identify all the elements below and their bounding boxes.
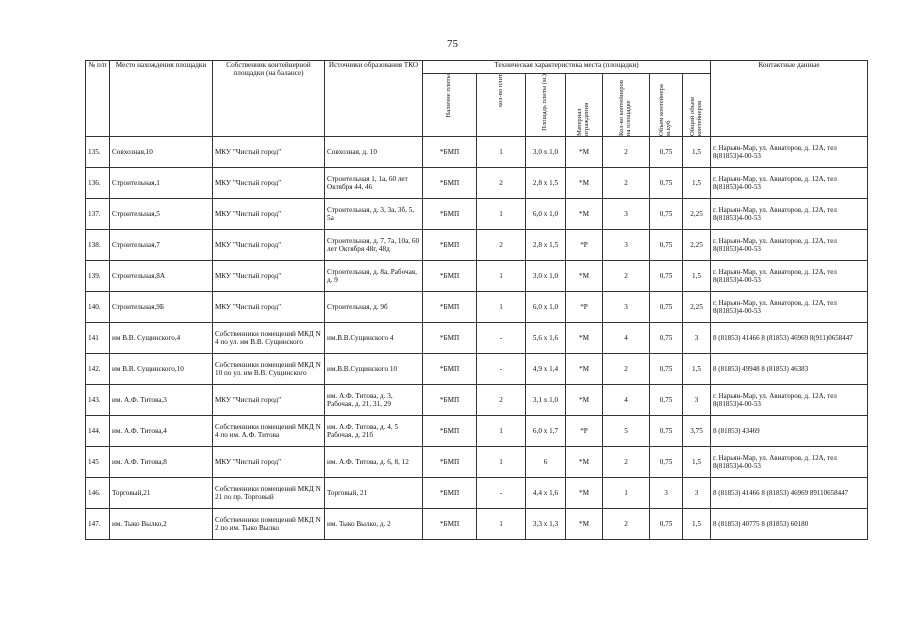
row-location: им. Тыко Вылко,2 bbox=[110, 509, 213, 540]
row-number: 145 bbox=[86, 447, 110, 478]
row-plate: *БМП bbox=[423, 199, 477, 230]
row-number: 143. bbox=[86, 385, 110, 416]
row-total-volume: 2,25 bbox=[683, 292, 711, 323]
row-contacts: 8 (81853) 40775 8 (81853) 60180 bbox=[711, 509, 868, 540]
row-plate-area: 4,9 х 1,4 bbox=[526, 354, 566, 385]
row-number: 136. bbox=[86, 168, 110, 199]
row-owner: Собственники помещений МКД N 21 по пр. Торговый bbox=[213, 478, 325, 509]
row-fence-material: *М bbox=[566, 509, 603, 540]
row-number: 142. bbox=[86, 354, 110, 385]
row-number: 139. bbox=[86, 261, 110, 292]
row-total-volume: 1,5 bbox=[683, 447, 711, 478]
header-plate-area: Площадь плиты (м.) bbox=[541, 74, 549, 131]
row-number: 135. bbox=[86, 137, 110, 168]
row-contacts: г. Нарьян-Мар, ул. Авиаторов, д. 12А, тел 8(81853)4-00-53 bbox=[711, 385, 868, 416]
row-contacts: г. Нарьян-Мар, ул. Авиаторов, д. 12А, тел 8(81853)4-00-53 bbox=[711, 137, 868, 168]
row-location: Строительная,8А bbox=[110, 261, 213, 292]
row-plate: *БМП bbox=[423, 509, 477, 540]
row-location: им. А.Ф. Титова,3 bbox=[110, 385, 213, 416]
row-total-volume: 3 bbox=[683, 478, 711, 509]
row-contacts: г. Нарьян-Мар, ул. Авиаторов, д. 12А, тел 8(81853)4-00-53 bbox=[711, 199, 868, 230]
row-plate-area: 6,0 х 1,0 bbox=[526, 292, 566, 323]
row-source: им.В.В.Сущинского 4 bbox=[325, 323, 423, 354]
row-plate-area: 3,1 х 1,0 bbox=[526, 385, 566, 416]
row-container-volume: 0,75 bbox=[650, 447, 683, 478]
row-plate-count: 1 bbox=[477, 509, 526, 540]
row-plate-count: 2 bbox=[477, 168, 526, 199]
table-row bbox=[86, 447, 868, 478]
row-plate-area: 5,6 х 1,6 bbox=[526, 323, 566, 354]
row-container-count: 5 bbox=[603, 416, 650, 447]
row-owner: МКУ "Чистый город" bbox=[213, 137, 325, 168]
row-total-volume: 3 bbox=[683, 323, 711, 354]
row-container-volume: 3 bbox=[650, 478, 683, 509]
row-plate-area: 4,4 х 1,6 bbox=[526, 478, 566, 509]
row-fence-material: *М bbox=[566, 354, 603, 385]
row-plate-count: - bbox=[477, 323, 526, 354]
row-container-volume: 0,75 bbox=[650, 137, 683, 168]
table-row bbox=[86, 230, 868, 261]
row-contacts: г. Нарьян-Мар, ул. Авиаторов, д. 12А, тел 8(81853)4-00-53 bbox=[711, 292, 868, 323]
row-source: им. А.Ф. Титова, д. 6, 8, 12 bbox=[325, 447, 423, 478]
row-container-volume: 0,75 bbox=[650, 323, 683, 354]
row-contacts: г. Нарьян-Мар, ул. Авиаторов, д. 12А, тел 8(81853)4-00-53 bbox=[711, 230, 868, 261]
row-plate-area: 2,8 х 1,5 bbox=[526, 230, 566, 261]
row-total-volume: 1,5 bbox=[683, 137, 711, 168]
row-plate-area: 3,0 х 1,0 bbox=[526, 261, 566, 292]
row-fence-material: *М bbox=[566, 137, 603, 168]
row-fence-material: *М bbox=[566, 168, 603, 199]
row-contacts: 8 (81853) 41466 8 (81853) 46969 8(911)0658447 bbox=[711, 323, 868, 354]
row-container-count: 1 bbox=[603, 478, 650, 509]
row-number: 147. bbox=[86, 509, 110, 540]
row-plate-count: 1 bbox=[477, 416, 526, 447]
row-source: им. Тыко Вылко, д. 2 bbox=[325, 509, 423, 540]
row-plate-area: 6,0 х 1,0 bbox=[526, 199, 566, 230]
row-fence-material: *М bbox=[566, 447, 603, 478]
header-tech: Техническая характеристика места (площадки) bbox=[423, 61, 711, 74]
row-plate-count: 1 bbox=[477, 199, 526, 230]
row-container-count: 3 bbox=[603, 230, 650, 261]
table-row bbox=[86, 385, 868, 416]
header-total-volume: Общий объем контейнеров bbox=[688, 97, 703, 136]
row-container-volume: 0,75 bbox=[650, 509, 683, 540]
row-total-volume: 3,75 bbox=[683, 416, 711, 447]
row-total-volume: 1,5 bbox=[683, 261, 711, 292]
row-plate-count: - bbox=[477, 354, 526, 385]
row-owner: Собственники помещений МКД N 2 по им. Тыко Вылко bbox=[213, 509, 325, 540]
table-row bbox=[86, 416, 868, 447]
row-location: Совхозная,10 bbox=[110, 137, 213, 168]
row-container-count: 2 bbox=[603, 261, 650, 292]
row-plate-count: 1 bbox=[477, 447, 526, 478]
row-fence-material: *М bbox=[566, 323, 603, 354]
row-plate-area: 3,3 х 1,3 bbox=[526, 509, 566, 540]
row-total-volume: 2,25 bbox=[683, 199, 711, 230]
row-number: 140. bbox=[86, 292, 110, 323]
row-source: Торговый, 21 bbox=[325, 478, 423, 509]
row-plate-count: 2 bbox=[477, 385, 526, 416]
table-row bbox=[86, 509, 868, 540]
row-owner: МКУ "Чистый город" bbox=[213, 230, 325, 261]
row-container-count: 2 bbox=[603, 168, 650, 199]
header-plate-count: кол-во плит bbox=[496, 74, 504, 107]
row-contacts: г. Нарьян-Мар, ул. Авиаторов, д. 12А, тел 8(81853)4-00-53 bbox=[711, 261, 868, 292]
row-total-volume: 1,5 bbox=[683, 168, 711, 199]
container-sites-table bbox=[85, 60, 868, 540]
row-fence-material: *М bbox=[566, 261, 603, 292]
row-fence-material: *М bbox=[566, 199, 603, 230]
row-location: Строительная,9Б bbox=[110, 292, 213, 323]
row-container-count: 2 bbox=[603, 137, 650, 168]
row-plate-area: 3,0 х 1,0 bbox=[526, 137, 566, 168]
row-location: Строительная,7 bbox=[110, 230, 213, 261]
header-container-count: Кол-во контейнеров на площадке bbox=[618, 80, 632, 136]
row-container-count: 3 bbox=[603, 199, 650, 230]
table-row bbox=[86, 168, 868, 199]
row-plate: *БМП bbox=[423, 137, 477, 168]
row-contacts: г. Нарьян-Мар, ул. Авиаторов, д. 12А, тел 8(81853)4-00-53 bbox=[711, 168, 868, 199]
header-owner: Собственник контейнерной площадки (на балансе) bbox=[213, 61, 325, 137]
row-contacts: 8 (81853) 43469 bbox=[711, 416, 868, 447]
row-plate-area: 2,8 х 1,5 bbox=[526, 168, 566, 199]
row-container-volume: 0,75 bbox=[650, 261, 683, 292]
row-location: им В.В. Сущинского,4 bbox=[110, 323, 213, 354]
row-plate: *БМП bbox=[423, 478, 477, 509]
row-plate-area: 6 bbox=[526, 447, 566, 478]
row-container-count: 2 bbox=[603, 354, 650, 385]
row-location: им В.В. Сущинского,10 bbox=[110, 354, 213, 385]
row-fence-material: *М bbox=[566, 478, 603, 509]
row-owner: МКУ "Чистый город" bbox=[213, 292, 325, 323]
header-plate: Наличие плиты bbox=[445, 74, 453, 118]
row-container-volume: 0,75 bbox=[650, 416, 683, 447]
table-row bbox=[86, 478, 868, 509]
row-owner: МКУ "Чистый город" bbox=[213, 261, 325, 292]
row-container-count: 4 bbox=[603, 385, 650, 416]
table-row bbox=[86, 292, 868, 323]
row-owner: МКУ "Чистый город" bbox=[213, 385, 325, 416]
row-source: Строительная, д. 8а, Рабочая, д. 9 bbox=[325, 261, 423, 292]
table-row bbox=[86, 199, 868, 230]
row-number: 144. bbox=[86, 416, 110, 447]
row-fence-material: *Р bbox=[566, 292, 603, 323]
header-contacts: Контактные данные bbox=[711, 61, 868, 137]
row-plate: *БМП bbox=[423, 292, 477, 323]
row-fence-material: *М bbox=[566, 385, 603, 416]
row-owner: Собственники помещений МКД N 10 по ул. им В.В. Сущинского bbox=[213, 354, 325, 385]
table-row bbox=[86, 323, 868, 354]
row-container-volume: 0,75 bbox=[650, 199, 683, 230]
row-owner: МКУ "Чистый город" bbox=[213, 168, 325, 199]
row-source: им. А.Ф. Титова, д. 3, Рабочая, д. 21, 31, 29 bbox=[325, 385, 423, 416]
row-source: Строительная, д. 9б bbox=[325, 292, 423, 323]
table-row bbox=[86, 261, 868, 292]
table-row bbox=[86, 137, 868, 168]
row-container-volume: 0,75 bbox=[650, 168, 683, 199]
row-location: Торговый,21 bbox=[110, 478, 213, 509]
row-source: им. А.Ф. Титова, д. 4, 5 Рабочая, д. 21б bbox=[325, 416, 423, 447]
row-total-volume: 3 bbox=[683, 385, 711, 416]
row-number: 146. bbox=[86, 478, 110, 509]
row-contacts: 8 (81853) 41466 8 (81853) 46969 89110658447 bbox=[711, 478, 868, 509]
row-plate-area: 6,0 х 1,7 bbox=[526, 416, 566, 447]
row-plate: *БМП bbox=[423, 323, 477, 354]
row-owner: Собственники помещений МКД N 4 по им. А.Ф. Титова bbox=[213, 416, 325, 447]
row-location: Строительная,5 bbox=[110, 199, 213, 230]
row-location: им. А.Ф. Титова,8 bbox=[110, 447, 213, 478]
row-source: Совхозная, д. 10 bbox=[325, 137, 423, 168]
row-container-volume: 0,75 bbox=[650, 385, 683, 416]
row-fence-material: *Р bbox=[566, 416, 603, 447]
row-plate: *БМП bbox=[423, 168, 477, 199]
row-plate: *БМП bbox=[423, 354, 477, 385]
row-source: Строительная 1, 1а, 60 лет Октября 44, 46 bbox=[325, 168, 423, 199]
row-plate: *БМП bbox=[423, 416, 477, 447]
row-container-count: 2 bbox=[603, 447, 650, 478]
row-plate: *БМП bbox=[423, 447, 477, 478]
row-total-volume: 1,5 bbox=[683, 354, 711, 385]
row-container-count: 3 bbox=[603, 292, 650, 323]
header-container-volume: Объем контейнера м.куб bbox=[658, 84, 672, 136]
row-fence-material: *Р bbox=[566, 230, 603, 261]
row-contacts: г. Нарьян-Мар, ул. Авиаторов, д. 12А, тел 8(81853)4-00-53 bbox=[711, 447, 868, 478]
row-number: 137. bbox=[86, 199, 110, 230]
row-contacts: 8 (81853) 49948 8 (81853) 46383 bbox=[711, 354, 868, 385]
row-plate: *БМП bbox=[423, 261, 477, 292]
row-total-volume: 2,25 bbox=[683, 230, 711, 261]
row-container-volume: 0,75 bbox=[650, 354, 683, 385]
row-location: Строительная,1 bbox=[110, 168, 213, 199]
header-source: Источники образования ТКО bbox=[325, 61, 423, 137]
row-owner: МКУ "Чистый город" bbox=[213, 447, 325, 478]
row-source: им.В.В.Сущинского 10 bbox=[325, 354, 423, 385]
header-fence-material: Материал ограждения bbox=[576, 102, 590, 136]
row-location: им. А.Ф. Титова,4 bbox=[110, 416, 213, 447]
row-number: 138. bbox=[86, 230, 110, 261]
row-source: Строительная, д. 7, 7а, 10а, 60 лет Октября 48г, 48д bbox=[325, 230, 423, 261]
row-plate-count: - bbox=[477, 478, 526, 509]
page-number: 75 bbox=[447, 38, 458, 50]
row-container-volume: 0,75 bbox=[650, 292, 683, 323]
row-owner: МКУ "Чистый город" bbox=[213, 199, 325, 230]
row-total-volume: 1,5 bbox=[683, 509, 711, 540]
table-row bbox=[86, 354, 868, 385]
row-plate: *БМП bbox=[423, 385, 477, 416]
row-container-volume: 0,75 bbox=[650, 230, 683, 261]
row-container-count: 2 bbox=[603, 509, 650, 540]
row-plate-count: 1 bbox=[477, 292, 526, 323]
row-plate-count: 2 bbox=[477, 230, 526, 261]
row-container-count: 4 bbox=[603, 323, 650, 354]
table-body bbox=[86, 137, 868, 540]
row-source: Строительная, д. 3, 3а, 3б, 5, 5а bbox=[325, 199, 423, 230]
row-plate: *БМП bbox=[423, 230, 477, 261]
header-location: Место нахождения площадки bbox=[110, 61, 213, 137]
row-owner: Собственники помещений МКД N 4 по ул. им В.В. Сущинского bbox=[213, 323, 325, 354]
header-num: № п/п bbox=[86, 61, 110, 137]
row-plate-count: 1 bbox=[477, 137, 526, 168]
row-plate-count: 1 bbox=[477, 261, 526, 292]
row-number: 141 bbox=[86, 323, 110, 354]
